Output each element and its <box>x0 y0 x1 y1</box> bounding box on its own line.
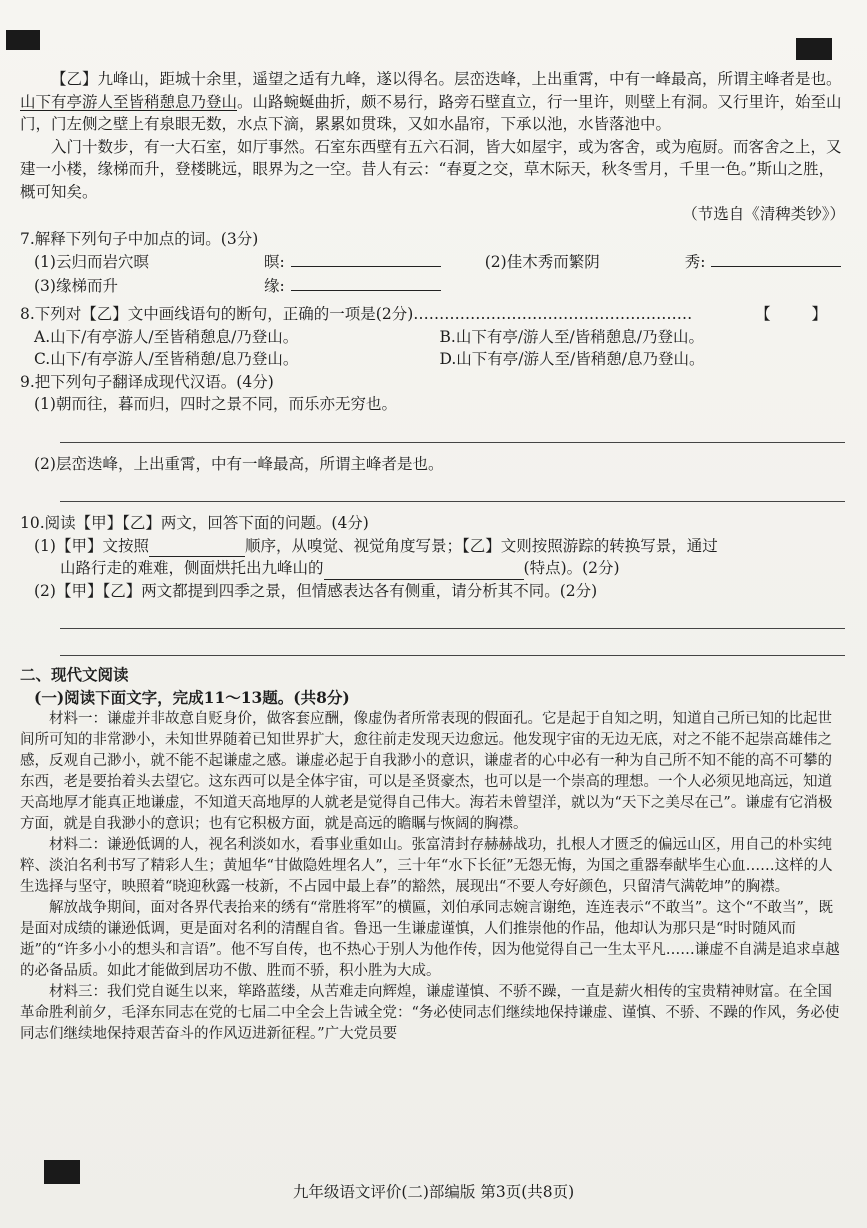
q10-item-1-text-a: (1)【甲】文按照 <box>34 536 149 555</box>
q7-answer-3[interactable] <box>291 274 441 291</box>
modern-text <box>20 709 845 1045</box>
q10-item-1-text-d: (特点)。(2分) <box>523 559 620 577</box>
q7-stem: 7.解释下列句子中加点的词。(3分) <box>20 229 259 248</box>
q9-answer-line-2[interactable] <box>60 479 845 502</box>
q7-answer-1[interactable] <box>291 250 441 267</box>
q7-item-2: (2)佳木秀而繁阴 <box>484 253 600 271</box>
q9-answer-line-1[interactable] <box>60 420 845 443</box>
page-content <box>20 68 845 1045</box>
q7-answer-2[interactable] <box>711 250 841 267</box>
q9-stem: 9.把下列句子翻译成现代汉语。(4分) <box>20 372 274 391</box>
q10-answer-line-2[interactable] <box>60 633 845 656</box>
q7-label-1: 暝: <box>264 253 285 271</box>
corner-mark-top-left <box>6 30 40 50</box>
q10-blank-2[interactable] <box>324 563 524 580</box>
passage-b-text: 【乙】九峰山，距城十余里，遥望之适有九峰，遂以得名。层峦迭峰，上出重霄，中有一峰最高，所谓主峰者是也。 <box>51 70 842 88</box>
q10-item-1-text-b: 顺序，从嗅觉、视觉角度写景；【乙】文则按照游踪的转换写景，通过 <box>244 536 718 555</box>
material-3: 材料三：我们党自诞生以来，筚路蓝缕，从苦难走向辉煌，谦虚谨慎、不骄不躁，一直是薪火相传的宝贵精神财富。在全国革命胜利前夕，毛泽东同志在党的七届二中全会上告诫全党：“务必使同志们继续地保持谦虚、谨慎、不骄、不躁的作风，务必使同志们继续地保持艰苦奋斗的作风迈进新征程。”广大党员要 <box>20 984 840 1042</box>
material-2-continued: 解放战争期间，面对各界代表抬来的绣有“常胜将军”的横匾，刘伯承同志婉言谢绝，连连表示“不敢当”。这个“不敢当”，既是面对成绩的谦逊低调，更是面对名利的清醒自省。鲁迅一生谦虚谨慎，人们推崇他的作品，他却认为那只是“时时随风而逝”的“许多小小的想头和言语”。他不写自传，也不热心于别人为他作传，因为他觉得自己一生太平凡……谦虚不自满是追求卓越的必备品质。如此才能做到居功不傲、胜而不骄，积小胜为大成。 <box>20 900 840 979</box>
q8-option-a: A.山下/有亭游人/至皆稍憩息/乃登山。 <box>34 327 299 346</box>
q8-row <box>20 303 845 326</box>
q8-option-c: C.山下/有亭游人/至皆稍憩/息乃登山。 <box>34 350 299 368</box>
section-2-title: 二、现代文阅读 <box>20 665 129 684</box>
page-footer: 九年级语文评价(二)部编版 第3页(共8页) <box>292 1183 575 1201</box>
passage-b-paragraph-2: 入门十数步，有一大石室，如厅事然。石室东西壁有五六石洞，皆大如屋宇，或为客舍，或为庖厨。而客舍之上，又建一小楼，缘梯而升，登楼眺远，眼界为之一空。昔人有云：“春夏之交，草木际天，秋冬雪月，千里一色。”斯山之胜，概可知矣。 <box>20 137 842 201</box>
passage-b-paragraph-1 <box>20 68 845 136</box>
corner-mark-top-right <box>796 38 832 60</box>
q9-item-2: (2)层峦迭峰，上出重霄，中有一峰最高，所谓主峰者是也。 <box>34 454 444 473</box>
q8-answer-bracket[interactable]: 【 】 <box>755 305 845 323</box>
q10-stem: 10.阅读【甲】【乙】两文，回答下面的问题。(4分) <box>20 514 369 532</box>
q8-option-b: B.山下有亭/游人至/皆稍憩息/乃登山。 <box>439 327 704 346</box>
q7-label-2: 秀: <box>684 253 706 271</box>
underlined-sentence: 山下有亭游人至皆稍憩息乃登山 <box>20 92 238 111</box>
q10-item-1 <box>20 535 845 558</box>
q7-label-3: 缘: <box>264 276 285 295</box>
passage-source: （节选自《清稗类钞》） <box>682 205 845 223</box>
q8-options-row-1 <box>20 326 845 349</box>
q8-option-d: D.山下有亭/游人至/皆稍憩/息乃登山。 <box>439 350 705 368</box>
q7-item-1: (1)云归而岩穴暝 <box>34 253 149 271</box>
q8-stem: 8.下列对【乙】文中画线语句的断句，正确的一项是(2分)……………………………………………… <box>20 305 693 323</box>
q9-item-1: (1)朝而往，暮而归，四时之景不同，而乐亦无穷也。 <box>34 395 397 413</box>
passage-b-text-end: 。山路蜿蜒曲折，颇不易行，路旁石壁直立，行一里许，则壁上有洞。又行里许，始至山门，门左侧之壁上有泉眼无数，水点下滴，累累如贯珠，又如水晶帘，下承以池，水皆落池中。 <box>20 92 842 133</box>
material-2: 材料二：谦逊低调的人，视名利淡如水，看事业重如山。张富清封存赫赫战功，扎根人才匮乏的偏远山区，用自己的朴实纯粹、淡泊名利书写了精彩人生；黄旭华“甘做隐姓埋名人”，三十年“水下长征”无怨无悔，为国之重器奉献毕生心血……这样的人生选择与坚守，映照着“晓迎秋露一枝新，不占园中最上春”的豁然，展现出“不要人夸好颜色，只留清气满乾坤”的胸襟。 <box>20 837 833 895</box>
q7-row-1 <box>20 250 845 274</box>
q8-options-row-2 <box>20 348 845 371</box>
section-2-subtitle: (一)阅读下面文字，完成11～13题。(共8分) <box>34 687 350 707</box>
q10-answer-line-1[interactable] <box>60 606 845 629</box>
q10-item-1-text-c: 山路行走的难难，侧面烘托出九峰山的 <box>60 559 324 577</box>
material-1: 材料一：谦虚并非故意自贬身价，做客套应酬，像虚伪者所常表现的假面孔。它是起于自知之明，知道自己所已知的比起世间所可知的非常渺小，未知世界随着已知世界扩大，愈往前走发现天边愈远。他发现宇宙的无边无底，对之不能不起崇高雄伟之感，反观自己渺小，就不能不起谦虚之感。谦虚必起于自我渺小的意识，谦虚者的心中必有一种为自己所不知不能的高不可攀的东西，老是要抬着头去望它。这东西可以是全体宇宙，可以是圣贤豪杰，也可以是一个崇高的理想。一个人必须见地高远，知道天高地厚才能真正地谦虚，不知道天高地厚的人就老是觉得自己伟大。海若未曾望洋，就以为“天下之美尽在己”。谦虚有它消极方面，就是自我渺小的意识；也有它积极方面，就是高远的瞻瞩与恢阔的胸襟。 <box>20 711 833 832</box>
q10-item-1-cont <box>20 557 845 580</box>
q10-item-2: (2)【甲】【乙】两文都提到四季之景，但情感表达各有侧重，请分析其不同。(2分) <box>34 581 598 600</box>
q10-blank-1[interactable] <box>149 540 245 557</box>
q7-row-2 <box>20 274 845 298</box>
q7-item-3: (3)缘梯而升 <box>34 276 118 295</box>
